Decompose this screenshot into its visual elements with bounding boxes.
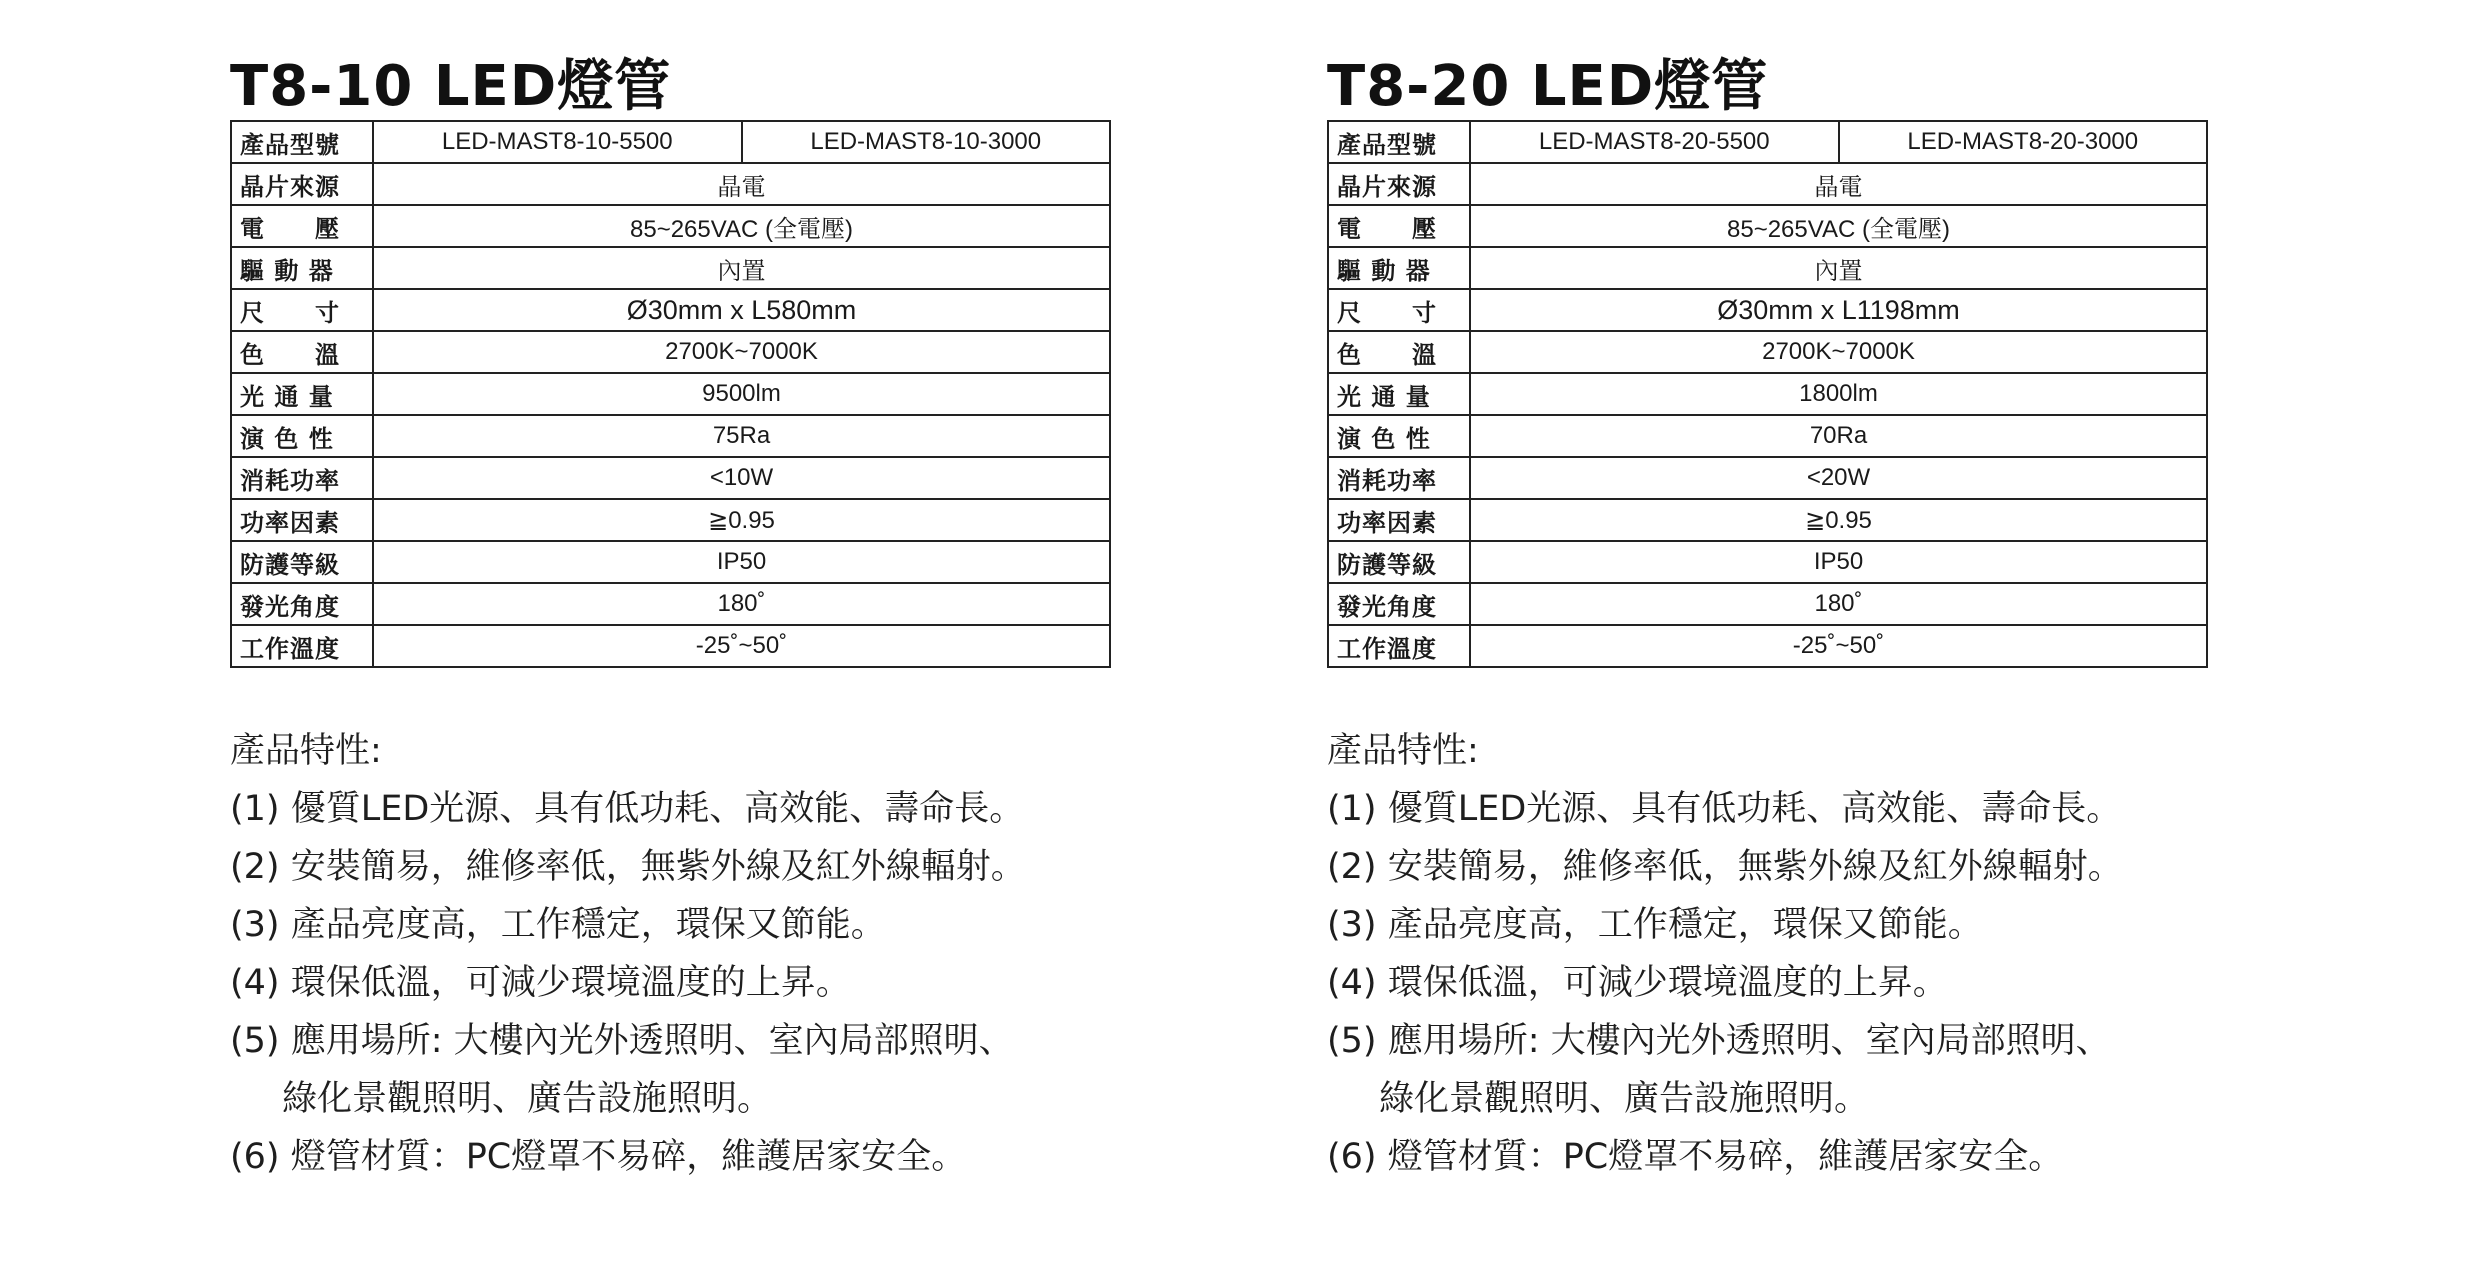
- spec-value: 內置: [373, 247, 1110, 289]
- spec-value: <20W: [1470, 457, 2207, 499]
- feature-item: (4) 環保低溫，可減少環境溫度的上昇。: [1327, 963, 1948, 1003]
- feature-item: 綠化景觀照明、廣告設施照明。: [282, 1079, 773, 1119]
- spec-value: IP50: [1470, 541, 2207, 583]
- spec-label: 消耗功率: [1328, 457, 1470, 499]
- spec-label: 光 通 量: [231, 373, 373, 415]
- table-row: [1328, 289, 2207, 331]
- spec-value: -25˚~50˚: [373, 625, 1110, 667]
- feature-item: (5) 應用場所: 大樓內光外透照明、室內局部照明、: [230, 1021, 1014, 1061]
- spec-label: 晶片來源: [1328, 163, 1470, 205]
- spec-label: 晶片來源: [231, 163, 373, 205]
- spec-label: 尺 寸: [231, 289, 373, 331]
- table-row: [1328, 499, 2207, 541]
- product-title: T8-10 LED燈管: [230, 54, 672, 119]
- table-row: [231, 499, 1110, 541]
- feature-item: (5) 應用場所: 大樓內光外透照明、室內局部照明、: [1327, 1021, 2111, 1061]
- spec-label: 電 壓: [231, 205, 373, 247]
- table-row: [1328, 583, 2207, 625]
- spec-label: 色 溫: [1328, 331, 1470, 373]
- spec-label: 色 溫: [231, 331, 373, 373]
- spec-label: 發光角度: [231, 583, 373, 625]
- model-number: LED-MAST8-20-3000: [1839, 121, 2208, 163]
- feature-item: (2) 安裝簡易，維修率低，無紫外線及紅外線輻射。: [1327, 847, 2123, 887]
- spec-value: <10W: [373, 457, 1110, 499]
- feature-item: (2) 安裝簡易，維修率低，無紫外線及紅外線輻射。: [230, 847, 1026, 887]
- feature-item: (6) 燈管材質：PC燈罩不易碎，維護居家安全。: [1327, 1137, 2064, 1177]
- features-section: [230, 722, 1210, 1186]
- table-row: [1328, 541, 2207, 583]
- model-number: LED-MAST8-10-3000: [742, 121, 1111, 163]
- spec-label: 電 壓: [1328, 205, 1470, 247]
- table-row: [1328, 415, 2207, 457]
- feature-item: (3) 產品亮度高，工作穩定，環保又節能。: [1327, 905, 1983, 945]
- spec-value: IP50: [373, 541, 1110, 583]
- spec-value: 9500lm: [373, 373, 1110, 415]
- features-section: [1327, 722, 2307, 1186]
- feature-item: (6) 燈管材質：PC燈罩不易碎，維護居家安全。: [230, 1137, 967, 1177]
- spec-label: 工作溫度: [231, 625, 373, 667]
- spec-label: 尺 寸: [1328, 289, 1470, 331]
- table-row: [231, 415, 1110, 457]
- table-row: [1328, 163, 2207, 205]
- features-heading: 產品特性:: [1327, 731, 1479, 771]
- table-row: [1328, 121, 2207, 163]
- product-title: T8-20 LED燈管: [1327, 54, 1769, 119]
- spec-value: 內置: [1470, 247, 2207, 289]
- feature-item: (1) 優質LED光源、具有低功耗、高效能、壽命長。: [230, 789, 1025, 829]
- table-row: [1328, 625, 2207, 667]
- table-row: [231, 625, 1110, 667]
- spec-label: 功率因素: [1328, 499, 1470, 541]
- spec-label: 產品型號: [231, 121, 373, 163]
- table-row: [1328, 205, 2207, 247]
- feature-item: (3) 產品亮度高，工作穩定，環保又節能。: [230, 905, 886, 945]
- spec-label: 消耗功率: [231, 457, 373, 499]
- spec-value: 75Ra: [373, 415, 1110, 457]
- feature-item: 綠化景觀照明、廣告設施照明。: [1379, 1079, 1870, 1119]
- spec-label: 演 色 性: [1328, 415, 1470, 457]
- spec-label: 發光角度: [1328, 583, 1470, 625]
- spec-value: Ø30mm x L1198mm: [1470, 289, 2207, 331]
- model-number: LED-MAST8-20-5500: [1470, 121, 1839, 163]
- table-row: [231, 163, 1110, 205]
- feature-item: (1) 優質LED光源、具有低功耗、高效能、壽命長。: [1327, 789, 2122, 829]
- spec-value: 180˚: [1470, 583, 2207, 625]
- table-row: [231, 331, 1110, 373]
- table-row: [231, 247, 1110, 289]
- spec-label: 演 色 性: [231, 415, 373, 457]
- table-row: [231, 373, 1110, 415]
- table-row: [1328, 373, 2207, 415]
- spec-value: 2700K~7000K: [1470, 331, 2207, 373]
- spec-table: [1327, 120, 2208, 668]
- table-row: [231, 541, 1110, 583]
- spec-label: 產品型號: [1328, 121, 1470, 163]
- spec-value: ≧0.95: [1470, 499, 2207, 541]
- table-row: [1328, 457, 2207, 499]
- spec-label: 防護等級: [231, 541, 373, 583]
- spec-label: 工作溫度: [1328, 625, 1470, 667]
- spec-value: Ø30mm x L580mm: [373, 289, 1110, 331]
- table-row: [231, 121, 1110, 163]
- spec-value: ≧0.95: [373, 499, 1110, 541]
- spec-label: 功率因素: [231, 499, 373, 541]
- table-row: [231, 289, 1110, 331]
- spec-table: [230, 120, 1111, 668]
- table-row: [231, 583, 1110, 625]
- spec-label: 光 通 量: [1328, 373, 1470, 415]
- spec-value: 85~265VAC (全電壓): [1470, 205, 2207, 247]
- spec-value: 180˚: [373, 583, 1110, 625]
- table-row: [1328, 331, 2207, 373]
- table-row: [231, 205, 1110, 247]
- table-row: [1328, 247, 2207, 289]
- spec-value: 晶電: [1470, 163, 2207, 205]
- spec-value: 85~265VAC (全電壓): [373, 205, 1110, 247]
- model-number: LED-MAST8-10-5500: [373, 121, 742, 163]
- spec-value: 2700K~7000K: [373, 331, 1110, 373]
- feature-item: (4) 環保低溫，可減少環境溫度的上昇。: [230, 963, 851, 1003]
- spec-label: 驅 動 器: [1328, 247, 1470, 289]
- spec-value: 晶電: [373, 163, 1110, 205]
- spec-value: 70Ra: [1470, 415, 2207, 457]
- spec-label: 防護等級: [1328, 541, 1470, 583]
- features-heading: 產品特性:: [230, 731, 382, 771]
- spec-label: 驅 動 器: [231, 247, 373, 289]
- spec-value: -25˚~50˚: [1470, 625, 2207, 667]
- spec-value: 1800lm: [1470, 373, 2207, 415]
- table-row: [231, 457, 1110, 499]
